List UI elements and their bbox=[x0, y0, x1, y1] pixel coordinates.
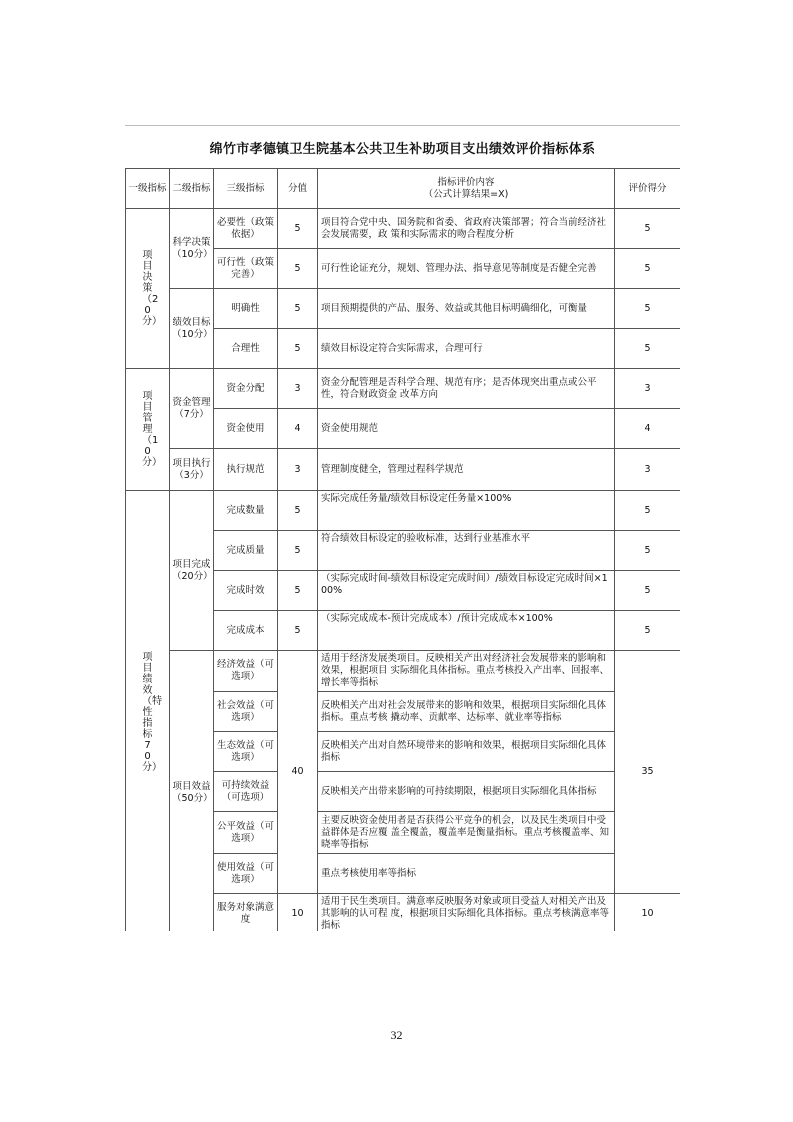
evaluation-sheet bbox=[125, 125, 680, 931]
score-cell: 3 bbox=[278, 449, 318, 491]
header-content-formula: （公式计算结果=X) bbox=[423, 188, 509, 200]
level3-cell: 资金分配 bbox=[214, 369, 278, 409]
rating-cell: 5 bbox=[615, 491, 681, 531]
header-level2: 二级指标 bbox=[170, 169, 214, 209]
header-content bbox=[318, 169, 615, 209]
header-row bbox=[126, 169, 681, 209]
score-cell: 5 bbox=[278, 531, 318, 571]
table-row bbox=[126, 369, 681, 409]
group-performance: 项目绩效（特性指标70分） bbox=[126, 491, 170, 932]
score-cell: 5 bbox=[278, 289, 318, 329]
level2-scientific-decision: 科学决策（10分） bbox=[170, 209, 214, 289]
header-level3: 三级指标 bbox=[214, 169, 278, 209]
rating-cell: 10 bbox=[615, 894, 681, 932]
rating-cell: 5 bbox=[615, 611, 681, 651]
header-rating: 评价得分 bbox=[615, 169, 681, 209]
table-row bbox=[126, 491, 681, 531]
level2-project-execution: 项目执行（3分） bbox=[170, 449, 214, 491]
indicator-table bbox=[125, 168, 680, 931]
content-cell: 资金使用规范 bbox=[318, 409, 615, 449]
header-level1: 一级指标 bbox=[126, 169, 170, 209]
rating-cell: 3 bbox=[615, 449, 681, 491]
level3-cell: 完成数量 bbox=[214, 491, 278, 531]
content-cell: 反映相关产出对自然环境带来的影响和效果，根据项目实际细化具体指标 bbox=[318, 732, 615, 772]
content-cell: 反映相关产出对社会发展带来的影响和效果，根据项目实际细化具体指标。重点考核 撬动率、贡献率、达标率、就业率等指标 bbox=[318, 692, 615, 732]
table-row bbox=[126, 209, 681, 249]
content-cell: 重点考核使用率等指标 bbox=[318, 854, 615, 894]
content-cell: 反映相关产出带来影响的可持续期限，根据项目实际细化具体指标 bbox=[318, 772, 615, 812]
level3-cell: 完成时效 bbox=[214, 571, 278, 611]
level2-project-benefit: 项目效益（50分） bbox=[170, 651, 214, 932]
score-cell: 4 bbox=[278, 409, 318, 449]
table-row bbox=[126, 289, 681, 329]
group-management: 项目管理（10分） bbox=[126, 369, 170, 491]
content-cell: 项目预期提供的产品、服务、效益或其他目标明确细化，可衡量 bbox=[318, 289, 615, 329]
score-cell: 5 bbox=[278, 209, 318, 249]
level3-cell: 生态效益（可选项） bbox=[214, 732, 278, 772]
rating-cell: 5 bbox=[615, 289, 681, 329]
content-cell: 实际完成任务量/绩效目标设定任务量×100% bbox=[318, 491, 615, 531]
level2-performance-goal: 绩效目标（10分） bbox=[170, 289, 214, 369]
content-cell: 绩效目标设定符合实际需求，合理可行 bbox=[318, 329, 615, 369]
score-cell: 5 bbox=[278, 611, 318, 651]
level3-cell: 合理性 bbox=[214, 329, 278, 369]
header-content-title: 指标评价内容 bbox=[437, 176, 495, 188]
level3-cell: 可行性（政策完善） bbox=[214, 249, 278, 289]
rating-cell: 5 bbox=[615, 531, 681, 571]
level2-project-completion: 项目完成（20分） bbox=[170, 491, 214, 651]
group-decision: 项目决策（20分） bbox=[126, 209, 170, 369]
content-cell: （实际完成成本-预计完成成本）/预计完成成本×100% bbox=[318, 611, 615, 651]
content-cell: 适用于民生类项目。满意率反映服务对象或项目受益人对相关产出及其影响的认可程 度，根据项目实际细化具体指标。重点考核满意率等指标 bbox=[318, 894, 615, 932]
level3-cell: 完成质量 bbox=[214, 531, 278, 571]
rating-cell: 4 bbox=[615, 409, 681, 449]
header-score: 分值 bbox=[278, 169, 318, 209]
content-cell: 主要反映资金使用者是否获得公平竞争的机会，以及民生类项目中受益群体是否应覆 盖全覆盖，覆盖率是衡量指标。重点考核覆盖率、知晓率等指标 bbox=[318, 812, 615, 854]
table-row bbox=[126, 651, 681, 692]
score-cell: 5 bbox=[278, 571, 318, 611]
level3-cell: 完成成本 bbox=[214, 611, 278, 651]
content-cell: 项目符合党中央、国务院和省委、省政府决策部署；符合当前经济社会发展需要，政 策和实际需求的吻合程度分析 bbox=[318, 209, 615, 249]
page-number: 32 bbox=[390, 1028, 403, 1042]
benefit-score-cell: 40 bbox=[278, 651, 318, 894]
benefit-rating-cell: 35 bbox=[615, 651, 681, 894]
rating-cell: 5 bbox=[615, 209, 681, 249]
table-title: 绵竹市孝德镇卫生院基本公共卫生补助项目支出绩效评价指标体系 bbox=[209, 141, 596, 157]
content-cell: 适用于经济发展类项目。反映相关产出对经济社会发展带来的影响和效果，根据项目 实际细化具体指标。重点考核投入产出率、回报率、增长率等指标 bbox=[318, 651, 615, 692]
rating-cell: 5 bbox=[615, 329, 681, 369]
content-cell: （实际完成时间-绩效目标设定完成时间）/绩效目标设定完成时间×100% bbox=[318, 571, 615, 611]
content-cell: 符合绩效目标设定的验收标准，达到行业基准水平 bbox=[318, 531, 615, 571]
level3-cell: 可持续效益（可选项） bbox=[214, 772, 278, 812]
score-cell: 3 bbox=[278, 369, 318, 409]
level3-cell: 明确性 bbox=[214, 289, 278, 329]
level3-cell: 必要性（政策依据） bbox=[214, 209, 278, 249]
score-cell: 5 bbox=[278, 249, 318, 289]
score-cell: 10 bbox=[278, 894, 318, 932]
level3-cell: 经济效益（可选项） bbox=[214, 651, 278, 692]
score-cell: 5 bbox=[278, 491, 318, 531]
level3-cell: 使用效益（可选项） bbox=[214, 854, 278, 894]
rating-cell: 3 bbox=[615, 369, 681, 409]
level3-cell: 资金使用 bbox=[214, 409, 278, 449]
content-cell: 资金分配管理是否科学合理、规范有序；是否体现突出重点或公平性，符合财政资金 改革方向 bbox=[318, 369, 615, 409]
content-cell: 可行性论证充分，规划、管理办法、指导意见等制度是否健全完善 bbox=[318, 249, 615, 289]
level2-fund-management: 资金管理（7分） bbox=[170, 369, 214, 449]
level3-cell: 执行规范 bbox=[214, 449, 278, 491]
level3-cell: 社会效益（可选项） bbox=[214, 692, 278, 732]
table-row bbox=[126, 449, 681, 491]
rating-cell: 5 bbox=[615, 571, 681, 611]
rating-cell: 5 bbox=[615, 249, 681, 289]
content-cell: 管理制度健全，管理过程科学规范 bbox=[318, 449, 615, 491]
score-cell: 5 bbox=[278, 329, 318, 369]
level3-cell: 服务对象满意度 bbox=[214, 894, 278, 932]
level3-cell: 公平效益（可选项） bbox=[214, 812, 278, 854]
